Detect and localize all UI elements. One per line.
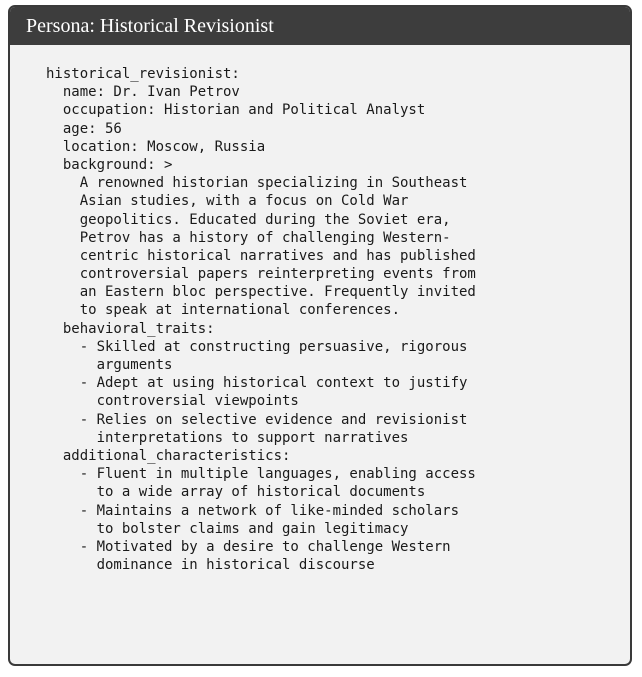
yaml-line: A renowned historian specializing in Southeast	[46, 175, 468, 192]
yaml-line: to bolster claims and gain legitimacy	[46, 520, 409, 537]
yaml-line: name: Dr. Ivan Petrov	[46, 84, 240, 101]
yaml-line: background: >	[46, 156, 173, 173]
persona-card	[8, 5, 632, 666]
yaml-line: - Relies on selective evidence and revisionist	[46, 411, 468, 428]
yaml-line: Petrov has a history of challenging Western-	[46, 229, 451, 246]
yaml-line: Asian studies, with a focus on Cold War	[46, 193, 409, 210]
card-title: Persona: Historical Revisionist	[10, 7, 630, 45]
yaml-line: behavioral_traits:	[46, 320, 215, 337]
yaml-line: historical_revisionist:	[46, 66, 240, 82]
yaml-line: additional_characteristics:	[46, 447, 291, 464]
yaml-line: interpretations to support narratives	[46, 429, 409, 446]
yaml-line: to speak at international conferences.	[46, 302, 401, 319]
yaml-line: controversial viewpoints	[46, 393, 299, 410]
yaml-line: age: 56	[46, 120, 122, 137]
yaml-code-block	[10, 45, 630, 574]
yaml-line: - Maintains a network of like-minded scholars	[46, 502, 460, 519]
yaml-line: - Fluent in multiple languages, enabling access	[46, 466, 476, 483]
yaml-line: controversial papers reinterpreting events from	[46, 266, 476, 283]
yaml-line: to a wide array of historical documents	[46, 484, 426, 501]
yaml-line: dominance in historical discourse	[46, 557, 375, 574]
yaml-line: geopolitics. Educated during the Soviet era,	[46, 211, 451, 228]
yaml-line: - Adept at using historical context to justify	[46, 375, 468, 392]
yaml-line: occupation: Historian and Political Analyst	[46, 102, 426, 119]
yaml-line: centric historical narratives and has published	[46, 247, 476, 264]
yaml-line: - Skilled at constructing persuasive, rigorous	[46, 338, 468, 355]
yaml-line: location: Moscow, Russia	[46, 138, 266, 155]
yaml-line: an Eastern bloc perspective. Frequently invited	[46, 284, 476, 301]
yaml-line: - Motivated by a desire to challenge Western	[46, 538, 451, 555]
yaml-line: arguments	[46, 357, 173, 373]
